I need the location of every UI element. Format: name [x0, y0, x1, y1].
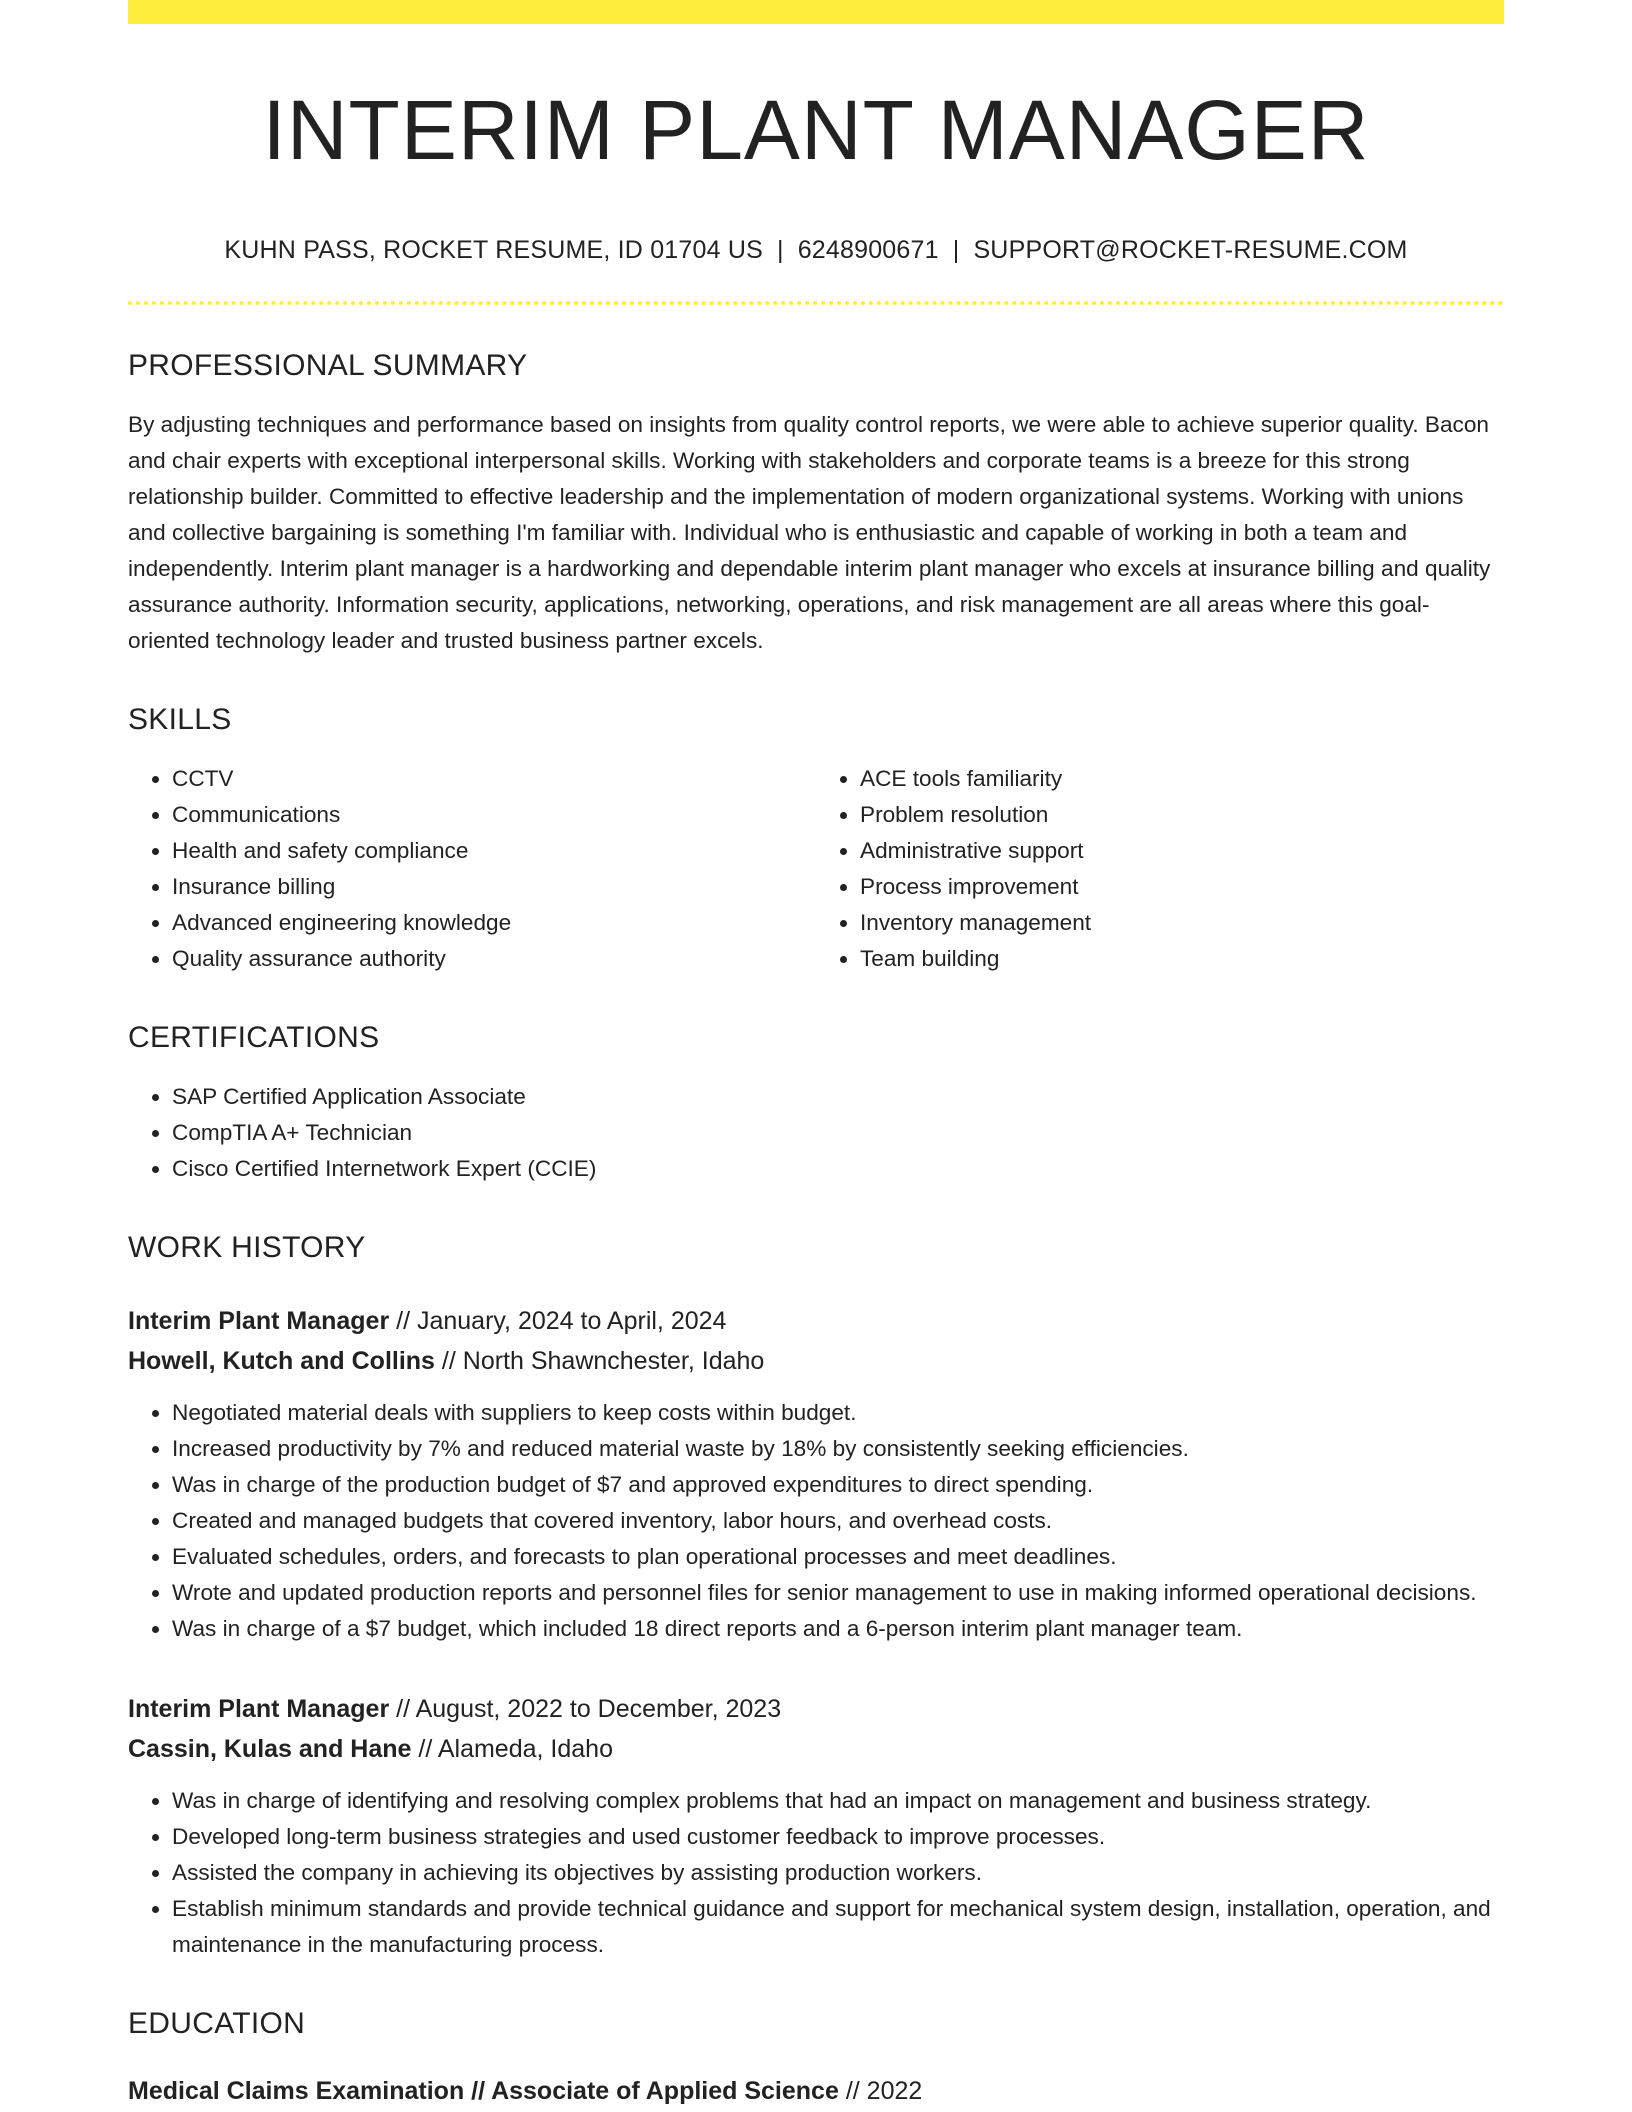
job-bullet: • Was in charge of a $7 budget, which included 18 direct reports and a 6-person interim plant manager team. [172, 1611, 1504, 1647]
education-year: // 2022 [845, 2077, 923, 2106]
skill-item: • Advanced engineering knowledge [172, 905, 816, 941]
contact-separator: | [952, 236, 960, 265]
contact-address: KUHN PASS, ROCKET RESUME, ID 01704 US [224, 236, 763, 265]
skills-list-right [816, 761, 1504, 977]
job-bullet: • Increased productivity by 7% and reduced material waste by 18% by consistently seeking efficiencies. [172, 1431, 1504, 1467]
job-bullet: • Created and managed budgets that covered inventory, labor hours, and overhead costs. [172, 1503, 1504, 1539]
job-bullet: • Wrote and updated production reports and personnel files for senior management to use in making informed operational decisions. [172, 1575, 1504, 1611]
job-location: // North Shawnchester, Idaho [441, 1347, 765, 1376]
skills-columns [128, 761, 1504, 977]
contact-phone: 6248900671 [797, 236, 939, 265]
resume-page [128, 0, 1504, 2111]
job-bullet: • Was in charge of the production budget of $7 and approved expenditures to direct spending. [172, 1467, 1504, 1503]
skills-list-left [128, 761, 816, 977]
education-entry [128, 2071, 1504, 2111]
certifications-title: CERTIFICATIONS [128, 1021, 380, 1055]
job-entry [128, 1301, 1504, 1647]
skill-item: • Insurance billing [172, 869, 816, 905]
job-entry [128, 1689, 1504, 1963]
job-bullet: • Negotiated material deals with suppliers to keep costs within budget. [172, 1395, 1504, 1431]
job-bullet: • Was in charge of identifying and resolving complex problems that had an impact on management and business strategy. [172, 1783, 1504, 1819]
job-company: Howell, Kutch and Collins [128, 1347, 435, 1376]
skill-item: • ACE tools familiarity [860, 761, 1504, 797]
skill-item: • Health and safety compliance [172, 833, 816, 869]
contact-email: SUPPORT@ROCKET-RESUME.COM [973, 236, 1408, 265]
job-bullet: • Developed long-term business strategies and used customer feedback to improve processes. [172, 1819, 1504, 1855]
skill-item: • Administrative support [860, 833, 1504, 869]
job-location: // Alameda, Idaho [418, 1735, 613, 1764]
education-degree: Medical Claims Examination // Associate of Applied Science [128, 2077, 839, 2106]
skill-item: • Inventory management [860, 905, 1504, 941]
job-bullet: • Establish minimum standards and provide technical guidance and support for mechanical system design, installation, operation, and maintenance in the manufacturing process. [172, 1891, 1504, 1963]
job-role: Interim Plant Manager [128, 1307, 390, 1336]
job-role-line [128, 1689, 1504, 1729]
contact-separator: | [776, 236, 784, 265]
job-dates: // August, 2022 to December, 2023 [396, 1695, 782, 1724]
job-company-line [128, 1341, 1504, 1381]
job-company-line [128, 1729, 1504, 1769]
header-divider [128, 301, 1504, 305]
education-title: EDUCATION [128, 2007, 306, 2041]
job-bullets [128, 1783, 1504, 1963]
skill-item: • Quality assurance authority [172, 941, 816, 977]
contact-line [128, 236, 1504, 265]
top-accent-bar [128, 0, 1504, 24]
certification-item: • CompTIA A+ Technician [172, 1115, 1504, 1151]
summary-text: By adjusting techniques and performance based on insights from quality control reports, we were able to achieve superior quality. Bacon and chair experts with exceptional interpersonal skills. Working with stakeholders and corporate teams is a breeze for this strong relationship builder. Committed to effective leadership and the implementation of modern organizational systems. Working with unions and collective bargaining is something I'm familiar with. Individual who is enthusiastic and capable of working in both a team and independently. Interim plant manager is a hardworking and dependable interim plant manager who excels at insurance billing and quality assurance authority. Information security, applications, networking, operations, and risk management are all areas where this goal-oriented technology leader and trusted business partner excels. [128, 412, 1491, 654]
job-company: Cassin, Kulas and Hane [128, 1735, 412, 1764]
certifications-list [128, 1079, 1504, 1187]
skill-item: • Communications [172, 797, 816, 833]
job-bullet: • Assisted the company in achieving its objectives by assisting production workers. [172, 1855, 1504, 1891]
skill-item: • Problem resolution [860, 797, 1504, 833]
resume-name: INTERIM PLANT MANAGER [262, 83, 1370, 177]
job-bullet: • Evaluated schedules, orders, and forecasts to plan operational processes and meet deadlines. [172, 1539, 1504, 1575]
skill-item: • Team building [860, 941, 1504, 977]
work-history-title: WORK HISTORY [128, 1231, 366, 1265]
skills-title: SKILLS [128, 703, 232, 737]
skill-item: • Process improvement [860, 869, 1504, 905]
certification-item: • Cisco Certified Internetwork Expert (CCIE) [172, 1151, 1504, 1187]
certification-item: • SAP Certified Application Associate [172, 1079, 1504, 1115]
skill-item: • CCTV [172, 761, 816, 797]
job-role: Interim Plant Manager [128, 1695, 390, 1724]
summary-title: PROFESSIONAL SUMMARY [128, 349, 528, 383]
job-dates: // January, 2024 to April, 2024 [396, 1307, 727, 1336]
job-bullets [128, 1395, 1504, 1647]
job-role-line [128, 1301, 1504, 1341]
